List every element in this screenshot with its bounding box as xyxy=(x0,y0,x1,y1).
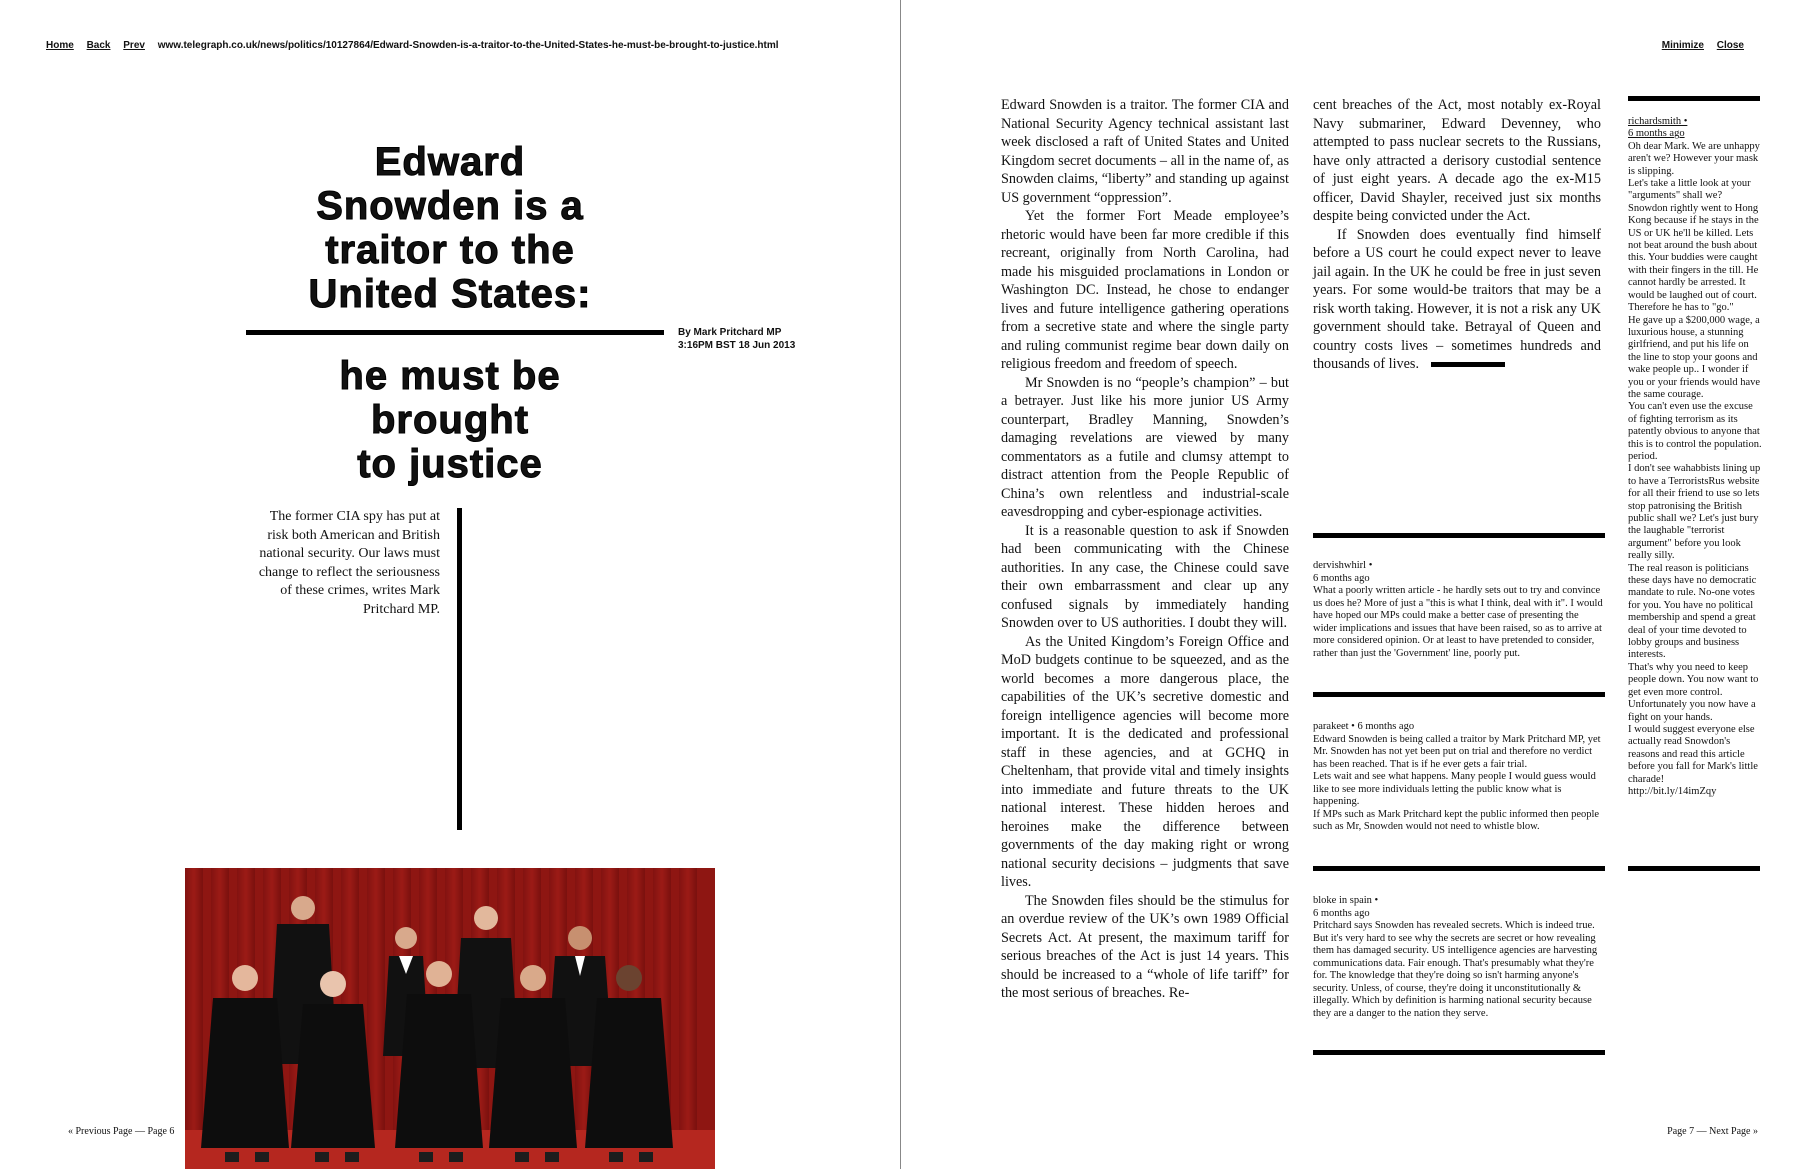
comment-author[interactable]: parakeet • 6 months ago xyxy=(1313,721,1415,732)
headline xyxy=(240,140,660,316)
paragraph: Yet the former Fort Meade employee’s rhetoric would have been far more credible if this recreant, originally from North Carolina, had made his misguided proclamations in London or Washington DC. Instead, he chose to endanger lives and future intelligence gathering operations from a secretive state and where the single party and ruling communist regime bear down daily on religious freedom and freedom of speech. xyxy=(1001,208,1289,372)
comment xyxy=(1313,895,1605,1020)
paragraph: cent breaches of the Act, most notably ex-Royal Navy submariner, Edward Devenney, who attempted to pass nuclear secrets to the Russians, have only attracted a derisory custodial sentence of just eight years. A decade ago the ex-M15 officer, David Shayler, received just six months despite being convicted under the Act. xyxy=(1313,97,1601,224)
comment xyxy=(1313,721,1605,834)
comment-body: I don't see wahabbists lining up to have a TerroristsRus website for all their friend to use so lets stop patronising the British public shall we? Let's just bury the laughable "terrorist argument" before you look really silly. xyxy=(1628,463,1761,562)
comment-rule xyxy=(1313,1050,1605,1055)
headline-line: traitor to the xyxy=(325,228,575,272)
minimize-link[interactable]: Minimize xyxy=(1661,40,1704,51)
comment xyxy=(1313,560,1605,660)
paragraph: As the United Kingdom’s Foreign Office and MoD budgets continue to be squeezed, and as the world becomes a more dangerous place, the capabilities of the UK’s secretive domestic and foreign intelligence agencies will become more important. It is the dedicated and professional staff in these agencies, and at GCHQ in Cheltenham, that provide vital and timely insights into immediate and future threats to the UK national interest. These hidden heroes and heroines make the difference between governments of the day making right or wrong national security decisions – judgments that save lives. xyxy=(1001,633,1289,890)
paragraph: Mr Snowden is no “people’s champion” – but a betrayer. Just like his more junior US Army counterpart, Bradley Manning, Snowden’s damaging revelations are viewed by many commentators as a futile and clumsy attempt to distract attention from the People Republic of China’s own relentless and industrial-scale eavesdropping and cyber-espionage activities. xyxy=(1001,374,1289,520)
article-column-2 xyxy=(1313,96,1601,374)
page-spine xyxy=(900,0,901,1169)
comment-rule xyxy=(1628,866,1760,871)
comment-body: What a poorly written article - he hardly sets out to try and convince us does he? More of just a "this is what I think, deal with it". I would have hoped our MPs could make a better case of presenting the wider implications and issues that have been raised, so as to arrive at more considered opinion. Or at least to have pretended to consider, rather than just the 'Government' line, poorly put. xyxy=(1313,585,1603,659)
window-controls xyxy=(1662,40,1744,51)
comment-rule xyxy=(1628,96,1760,101)
article-end-mark xyxy=(1431,362,1505,367)
subhead-line: brought xyxy=(370,398,530,442)
comment-time[interactable]: 6 months ago xyxy=(1628,128,1685,140)
headline-line: Snowden is a xyxy=(316,184,584,228)
headline-line: Edward xyxy=(374,140,526,184)
comment-rule xyxy=(1313,692,1605,697)
comment-body: I would suggest everyone else actually read Snowdon's reasons and read this article before you fall for Mark's little charade! xyxy=(1628,723,1758,785)
standfirst: The former CIA spy has put at risk both American and British national security. Our laws must change to reflect the seriousness of these crimes, writes Mark Pritchard MP. xyxy=(258,509,440,617)
paragraph: It is a reasonable question to ask if Snowden had been communicating with the Chinese authorities. In any case, the Chinese could save their own embarrassment and clear up any confused signals by immediately handing Snowden over to US authorities. I doubt they will. xyxy=(1001,522,1289,631)
page-url: www.telegraph.co.uk/news/politics/10127864/Edward-Snowden-is-a-traitor-to-the-United-States-he-must-be-brought-to-justice.html xyxy=(157,40,779,51)
headline-rule xyxy=(246,330,664,335)
top-nav xyxy=(46,40,779,51)
comment-body: You can't even use the excuse of fighting terrorism as its patently obvious to anyone that this is to control the population. period. xyxy=(1628,401,1762,462)
comment-link[interactable]: http://bit.ly/14imZqy xyxy=(1628,785,1717,797)
comment-author[interactable]: dervishwhirl • xyxy=(1313,560,1373,571)
byline-author: By Mark Pritchard MP xyxy=(678,327,782,338)
comment-body: He gave up a $200,000 wage, a luxurious house, a stunning girlfriend, and put his life on the line to stop your goons and wake people up.. I wonder if you or your friends would have the same courage. xyxy=(1628,314,1761,400)
byline-time: 3:16PM BST 18 Jun 2013 xyxy=(678,340,796,351)
comment xyxy=(1628,116,1762,798)
paragraph: Edward Snowden is a traitor. The former CIA and National Security Agency technical assistant last week disclosed a raft of United States and United Kingdom secret documents – all in the name of, as Snowden claims, “liberty” and standing up against US government “oppression”. xyxy=(1001,97,1289,206)
comment-body: Edward Snowden is being called a traitor by Mark Pritchard MP, yet Mr. Snowden has not yet been put on trial and therefore no verdict has been reached. That is if he ever gets a fair trial. xyxy=(1313,733,1601,770)
comment-time: 6 months ago xyxy=(1313,572,1370,584)
article-column-1 xyxy=(1001,96,1289,1003)
back-link[interactable]: Back xyxy=(86,40,111,51)
vertical-rule xyxy=(457,508,462,830)
comment-body: Oh dear Mark. We are unhappy aren't we? However your mask is slipping. xyxy=(1628,140,1760,177)
comment-body: Pritchard says Snowden has revealed secrets. Which is indeed true. But it's very hard to see why the secrets are secret or how revealing them has damaged security. US intelligence agencies are harvesting communications data. Fair enough. That's presumably what they're for. The knowledge that they're doing so isn't harming anyone's security. Unless, of course, they're doing it unconstitutionally & illegally. Which by definition is harming national security because they are a danger to the nation they serve. xyxy=(1313,920,1598,1019)
home-link[interactable]: Home xyxy=(46,40,74,51)
comment-rule xyxy=(1313,533,1605,538)
prev-link[interactable]: Prev xyxy=(123,40,145,51)
comment-body: Lets wait and see what happens. Many people I would guess would like to see more individuals letting the public know what is happening. xyxy=(1313,771,1596,807)
previous-page-link[interactable]: « Previous Page — Page 6 xyxy=(68,1126,175,1137)
paragraph-text: If Snowden does eventually find himself before a US court he could expect never to leave jail again. In the UK he could be free in just seven years. For some would-be traitors that may be a risk worth taking. However, it is not a risk any UK government should take. Betrayal of Queen and country costs lives – sometimes hundreds and thousands of lives. xyxy=(1313,226,1601,372)
paragraph xyxy=(1313,226,1601,374)
byline xyxy=(678,326,795,352)
comment-author[interactable]: richardsmith • xyxy=(1628,116,1688,127)
subhead-line: he must be xyxy=(339,354,561,398)
comment-body: Let's take a little look at your "arguments" shall we? xyxy=(1628,178,1751,202)
supreme-court-justices-photo xyxy=(185,868,715,1169)
subheadline xyxy=(240,354,660,486)
comment-body: That's why you need to keep people down. You now want to get even more control. Unfortunately you now have a fight on your hands. xyxy=(1628,661,1759,723)
subhead-line: to justice xyxy=(357,442,543,486)
comment-body: Snowdon rightly went to Hong Kong because if he stays in the US or UK he'll be killed. Lets not beat around the bush about this. Your buddies were caught with their fingers in the till. He cannot hardly be arrested. It would be laughed out of court. Therefore he has to "go." xyxy=(1628,202,1759,314)
paragraph: The Snowden files should be the stimulus for an overdue review of the UK’s own 1989 Official Secrets Act. At present, the maximum tariff for serious breaches of the Act is just 14 years. This should be increased to a “whole of life tariff” for the most serious of breaches. Re- xyxy=(1001,892,1289,1001)
comment-body: If MPs such as Mark Pritchard kept the public informed then people such as Mr, Snowden would not need to whistle blow. xyxy=(1313,808,1600,832)
next-page-link[interactable]: Page 7 — Next Page » xyxy=(1667,1126,1758,1137)
comment-body: The real reason is politicians these days have no democratic mandate to rule. No-one votes for you. You have no political membership and spend a great deal of your time devoted to lobby groups and business interests. xyxy=(1628,562,1757,661)
comment-rule xyxy=(1313,866,1605,871)
close-link[interactable]: Close xyxy=(1716,40,1744,51)
comment-author[interactable]: bloke in spain • xyxy=(1313,895,1379,906)
comment-time: 6 months ago xyxy=(1313,907,1370,919)
headline-line: United States: xyxy=(308,272,592,316)
